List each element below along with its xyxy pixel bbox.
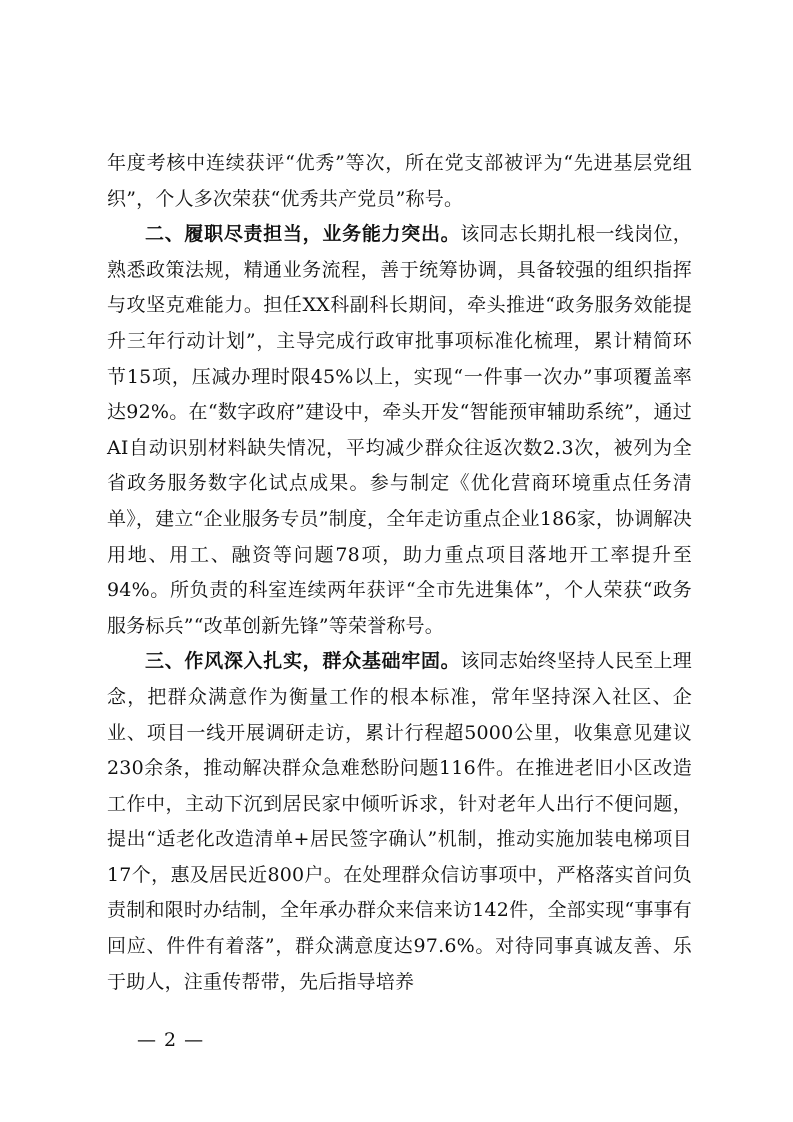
document-body <box>107 146 692 1000</box>
section-heading-2: 二、履职尽责担当，业务能力突出。 <box>145 223 461 246</box>
paragraph-1-text: 年度考核中连续获评“优秀”等次，所在党支部被评为“先进基层党组织”，个人多次荣获“优秀共产党员”称号。 <box>107 152 692 210</box>
page-number: — 2 — <box>137 1029 205 1051</box>
paragraph-1 <box>107 146 692 217</box>
paragraph-3-text: 该同志始终坚持人民至上理念，把群众满意作为衡量工作的根本标准，常年坚持深入社区、企业、项目一线开展调研走访，累计行程超5000公里，收集意见建议230余条，推动解决群众急难愁盼问题116件。在推进老旧小区改造工作中，主动下沉到居民家中倾听诉求，针对老年人出行不便问题，提出“适老化改造清单+居民签字确认”机制，推动实施加装电梯项目17个，惠及居民近800户。在处理群众信访事项中，严格落实首问负责制和限时办结制，全年承办群众来信来访142件，全部实现“事事有回应、件件有着落”，群众满意度达97.6%。对待同事真诚友善、乐于助人，注重传帮带，先后指导培养 <box>107 650 692 993</box>
paragraph-3 <box>107 644 692 1000</box>
paragraph-2 <box>107 217 692 644</box>
paragraph-2-text: 该同志长期扎根一线岗位，熟悉政策法规，精通业务流程，善于统筹协调，具备较强的组织指挥与攻坚克难能力。担任XX科副科长期间，牵头推进“政务服务效能提升三年行动计划”，主导完成行政审批事项标准化梳理，累计精简环节15项，压减办理时限45%以上，实现“一件事一次办”事项覆盖率达92%。在“数字政府”建设中，牵头开发“智能预审辅助系统”，通过AI自动识别材料缺失情况，平均减少群众往返次数2.3次，被列为全省政务服务数字化试点成果。参与制定《优化营商环境重点任务清单》，建立“企业服务专员”制度，全年走访重点企业186家，协调解决用地、用工、融资等问题78项，助力重点项目落地开工率提升至94%。所负责的科室连续两年获评“全市先进集体”，个人荣获“政务服务标兵”“改革创新先锋”等荣誉称号。 <box>107 223 692 637</box>
section-heading-3: 三、作风深入扎实，群众基础牢固。 <box>145 650 461 673</box>
